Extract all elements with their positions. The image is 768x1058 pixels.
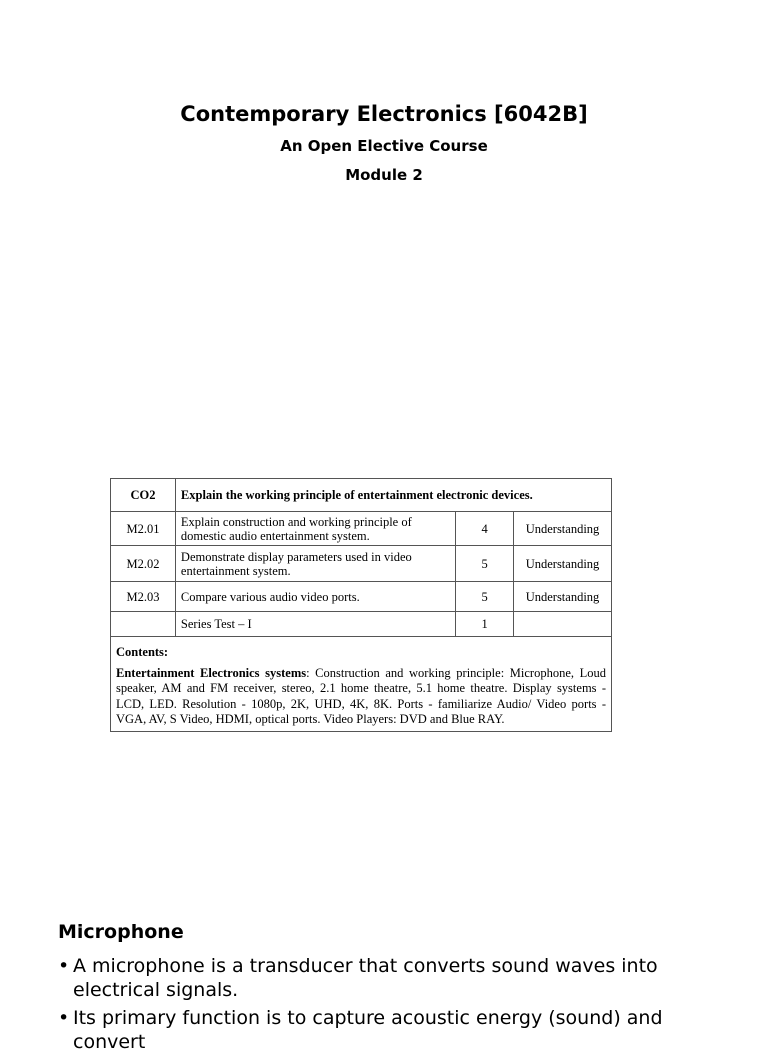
bullet-list bbox=[58, 954, 738, 1054]
row-code: M2.02 bbox=[111, 546, 176, 582]
row-code: M2.01 bbox=[111, 512, 176, 546]
section-heading: Microphone bbox=[58, 921, 184, 943]
table-header-row bbox=[111, 479, 612, 512]
notes-section bbox=[58, 920, 738, 1058]
co-code: CO2 bbox=[111, 479, 176, 512]
row-level: Understanding bbox=[514, 582, 612, 612]
row-level: Understanding bbox=[514, 546, 612, 582]
row-code bbox=[111, 612, 176, 637]
row-hours: 5 bbox=[456, 582, 514, 612]
co-description: Explain the working principle of entertainment electronic devices. bbox=[175, 479, 611, 512]
table-row bbox=[111, 512, 612, 546]
page-title: Contemporary Electronics [6042B] bbox=[180, 102, 588, 126]
course-outcome-table bbox=[110, 478, 612, 637]
table-row bbox=[111, 546, 612, 582]
bullet-item: • Its primary function is to capture acoustic energy (sound) and convert bbox=[58, 1006, 738, 1054]
contents-paragraph bbox=[116, 666, 606, 728]
row-hours: 4 bbox=[456, 512, 514, 546]
table-row bbox=[111, 582, 612, 612]
contents-heading: Entertainment Electronics systems bbox=[116, 665, 307, 680]
contents-body: : Construction and working principle: Microphone, Loud speaker, AM and FM receiver, stereo, 2.1 home theatre, 5.1 home theatre. Display systems - LCD, LED. Resolution - 1080p, 2K, UHD, 4K, 8K. Ports - familiarize Audio/ Video ports - VGA, AV, S Video, HDMI, optical ports. Video Players: DVD and Blue RAY. bbox=[116, 665, 606, 726]
course-outcome-scan bbox=[110, 478, 612, 732]
bullet-item: • A microphone is a transducer that converts sound waves into electrical signals. bbox=[58, 954, 738, 1002]
row-text: Compare various audio video ports. bbox=[175, 582, 455, 612]
row-hours: 1 bbox=[456, 612, 514, 637]
table-row bbox=[111, 612, 612, 637]
title-block bbox=[0, 100, 768, 185]
contents-label: Contents: bbox=[116, 645, 169, 659]
row-hours: 5 bbox=[456, 546, 514, 582]
row-text: Demonstrate display parameters used in video entertainment system. bbox=[175, 546, 455, 582]
contents-box bbox=[110, 637, 612, 732]
row-level: Understanding bbox=[514, 512, 612, 546]
row-code: M2.03 bbox=[111, 582, 176, 612]
row-text: Explain construction and working principle of domestic audio entertainment system. bbox=[175, 512, 455, 546]
row-text: Series Test – I bbox=[175, 612, 455, 637]
page-subtitle: An Open Elective Course bbox=[280, 137, 488, 155]
module-label: Module 2 bbox=[345, 166, 423, 184]
row-level bbox=[514, 612, 612, 637]
